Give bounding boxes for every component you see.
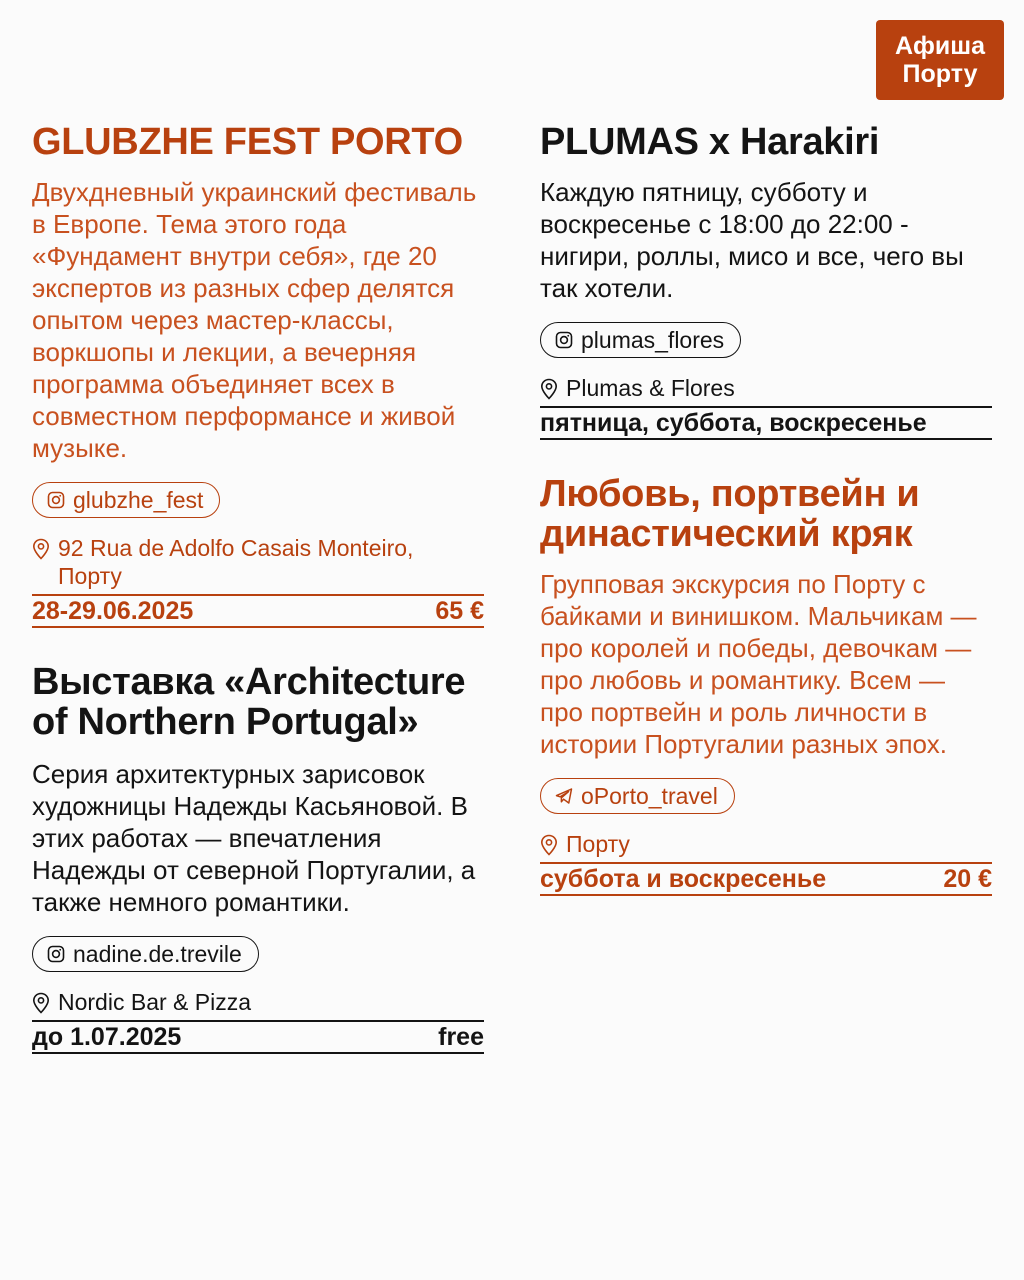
afisha-porto-logo: [876, 20, 1004, 100]
event-description: Двухдневный украинский фестиваль в Европе. Тема этого года «Фундамент внутри себя», где 20 экспертов из разных сфер делятся опытом через мастер-классы, воркшопы и лекции, а вечерняя программа объединяет всех в совместном перформансе и живой музыке.: [32, 177, 477, 463]
handle-text: oPorto_travel: [581, 782, 718, 809]
event-price: free: [438, 1022, 484, 1051]
location-pin-icon: [32, 538, 50, 560]
instagram-handle-link[interactable]: [540, 322, 741, 358]
event-card-plumas: [540, 122, 992, 440]
instagram-icon: [555, 331, 573, 349]
event-location: [540, 830, 992, 858]
event-location: [540, 374, 992, 402]
telegram-handle-link[interactable]: [540, 778, 735, 814]
event-card-exhibition: [32, 662, 484, 1054]
location-text: Plumas & Flores: [566, 375, 735, 401]
event-footer: [32, 1020, 484, 1054]
event-footer: [32, 594, 484, 628]
event-description: Каждую пятницу, субботу и воскресенье с 18:00 до 22:00 - нигири, роллы, мисо и все, чего вы так хотели.: [540, 177, 964, 303]
instagram-icon: [47, 491, 65, 509]
event-price: 65 €: [435, 596, 484, 625]
left-column: [32, 122, 484, 1054]
location-pin-icon: [540, 378, 558, 400]
event-card-glubzhe: [32, 122, 484, 628]
event-footer: [540, 406, 992, 440]
logo-line-2: Порту: [902, 60, 978, 88]
event-title: Выставка «Architecture of Northern Portugal»: [32, 661, 466, 743]
location-pin-icon: [540, 834, 558, 856]
event-location: [32, 988, 484, 1016]
location-pin-icon: [32, 992, 50, 1014]
instagram-handle-link[interactable]: [32, 482, 220, 518]
event-date: пятница, суббота, воскресенье: [540, 408, 927, 437]
event-date: до 1.07.2025: [32, 1022, 182, 1051]
event-price: 20 €: [943, 864, 992, 893]
event-description: Групповая экскурсия по Порту с байками и винишком. Мальчикам — про королей и победы, девочкам — про любовь и романтику. Всем — про портвейн и роль личности в истории Португалии разных эпох.: [540, 569, 977, 759]
location-text: 92 Rua de Adolfo Casais Monteiro, Порту: [58, 535, 414, 589]
event-card-tour: [540, 474, 992, 896]
handle-text: nadine.de.trevile: [73, 940, 242, 967]
logo-line-1: Афиша: [894, 32, 986, 60]
event-location: [32, 534, 484, 590]
telegram-icon: [555, 787, 573, 805]
right-column: [540, 122, 992, 896]
event-title: PLUMAS x Harakiri: [540, 121, 880, 163]
location-text: Nordic Bar & Pizza: [58, 989, 252, 1015]
handle-text: glubzhe_fest: [73, 486, 204, 513]
event-description: Серия архитектурных зарисовок художницы Надежды Касьяновой. В этих работах — впечатления Надежды от северной Португалии, а также немного романтики.: [32, 759, 476, 917]
event-date: суббота и воскресенье: [540, 864, 827, 893]
handle-text: plumas_flores: [581, 326, 725, 353]
location-text: Порту: [566, 831, 630, 857]
event-title: GLUBZHE FEST PORTO: [32, 121, 463, 163]
instagram-handle-link[interactable]: [32, 936, 259, 972]
event-title: Любовь, портвейн и династический кряк: [540, 473, 920, 555]
event-date: 28-29.06.2025: [32, 596, 194, 625]
event-footer: [540, 862, 992, 896]
instagram-icon: [47, 945, 65, 963]
